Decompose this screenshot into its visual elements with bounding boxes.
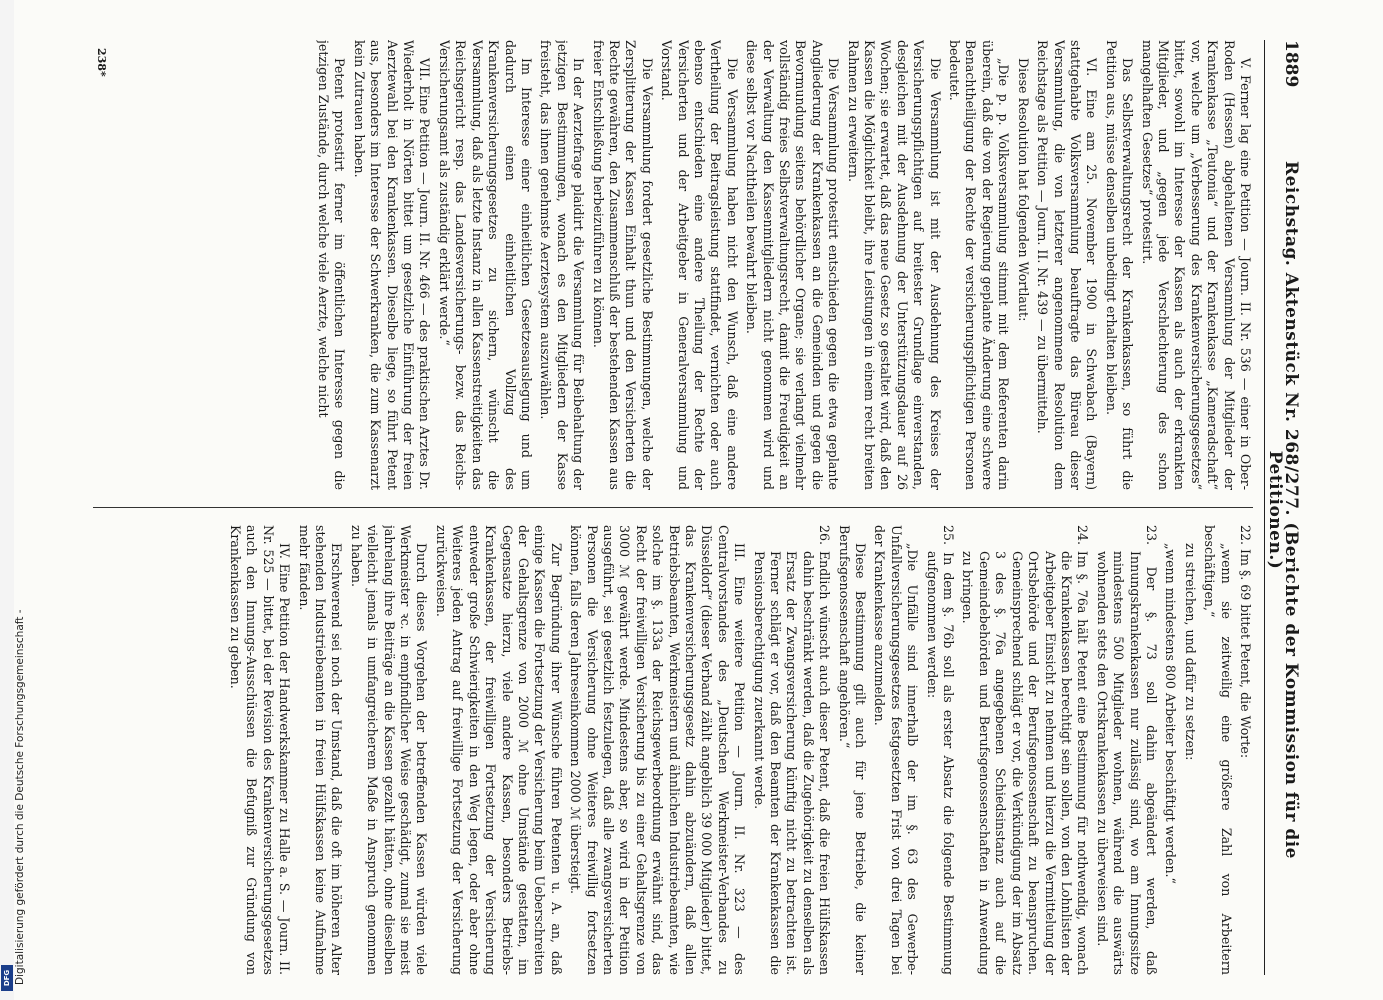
paragraph: Im Interesse einer einheitlichen Gesetzesauslegung und um dadurch einen einheitlichen Vollzug des Krankenversicherungsgesetzes zu sichern, wünscht die Versammlung, daß als letzte Instanz in allen Kassenstreitigkeiten das Reichsgericht resp. das Landesversicherungs- bezw. das Reichs-Versicherungsamt als zuständig erklärt werde.“ <box>436 40 534 490</box>
page-header <box>1265 40 1305 975</box>
left-column <box>93 40 1253 490</box>
page-number: 1889 <box>1281 40 1301 88</box>
paragraph: Diese Bestimmung gilt auch für jene Betriebe, die keiner Berufsgenossenschaft angehören.“ <box>836 525 869 975</box>
document-page <box>85 40 1305 975</box>
paragraph: Durch dieses Vorgehen der betreffenden Kassen würden viele Werkmeister ꝛc. in empfindlicher Weise geschädigt, zumal sie meist jahrelang ihre Beiträge an die Kassen gezahlt hätten, ohne dieselben vielleicht jemals in umfangreicherem Maße in Anspruch genommen zu haben. <box>348 525 430 975</box>
paragraph: Erschwerend sei noch der Umstand, daß die oft im höheren Alter stehenden Industriebeamten in freien Hülfskassen keine Aufnahme mehr fänden. <box>296 525 345 975</box>
right-column <box>93 525 1253 975</box>
paragraph: III. Eine weitere Petition — Journ. II. Nr. 323 — des Centralvorstandes des „Deutschen Werkmeister-Verbandes zu Düsseldorf“ (dieser Verband zählt angeblich 39 000 Mitglieder) bittet, das Krankenversicherungsgesetz dahin abzuändern, daß allen Betriebsbeamten, Werkmeistern und ähnlichen Industriebeamten, wie solche im §. 133a der Reichsgewerbeordnung erwähnt sind, das Recht der freiwilligen Versicherung bis zu einer Gehaltsgrenze von 3000 ℳ gewährt werde. Mindestens aber, so wird in der Petition ausgeführt, sei gesetzlich festzulegen, daß alle zwangsversicherten Personen die Versicherung ohne Weiteres freiwillig fortsetzen können, falls deren Jahreseinkommen 2000 ℳ übersteigt. <box>568 525 748 975</box>
paragraph: 24. Im §. 76a hält Petent eine Bestimmung für nothwendig, wonach die Krankenkassen berechtigt sein sollen, von den Lohnlisten der Arbeitgeber Einsicht zu nehmen und hierzu die Vermittelung der Ortsbehörde und der Berufsgenossenschaft zu beanspruchen. Gemeinsprechend schlägt er vor, die Verkündigung der im Absatz 3 des §. 76a angegebenen Schiedsinstanz auch auf die Gemeindebehörden und Berufsgenossenschaften in Anwendung zu bringen. <box>960 525 1091 975</box>
paragraph: zu streichen, und dafür zu setzen: <box>1182 543 1198 761</box>
digitization-credit-bar <box>0 0 26 1000</box>
paragraph: IV. Eine Petition der Handwerkskammer zu Halle a. S. — Journ. II. Nr. 525 — bittet, bei der Revision des Krankenversicherungsgesetzes auch den Innungs-Ausschüssen die Befugniß zur Gründung von Krankenkassen zu geben. <box>228 525 293 975</box>
paragraph: VII. Eine Petition — Journ. II. Nr. 466 — des praktischen Arztes Dr. Wiederholt in Nörten bittet um gesetzliche Einführung der freien Aerztewahl bei den Krankenkassen. Dieselbe liege, so führt Petent aus, besonders im Interesse der Schwerkranken, die zum Kassenarzt kein Zutrauen haben. <box>351 40 433 490</box>
paragraph: 23. Der §. 73 soll dahin abgeändert werden, daß Innungskrankenkassen nur zulässig sind, wo am Innungssitze mindestens 500 Mitglieder wohnen, während die auswärts wohnenden stets den Ortskrankenkassen zu überweisen sind. <box>1094 525 1159 975</box>
paragraph: Die Versammlung protestirt entschieden gegen die etwa geplante Angliederung der Krankenkassen an die Gemeinden und gegen die Bevormundung seitens behördlicher Organe; sie verlangt vielmehr vollständig freies Selbstverwaltungsrecht, damit die Freudigkeit an der Verwaltung den Kassenmitgliedern nicht genommen wird und diese selbst vor Nachtheilen bewahrt bleiben. <box>744 40 842 490</box>
paragraph: Die Versammlung ist mit der Ausdehnung des Kreises der Versicherungspflichtigen auf breitester Grundlage einverstanden, desgleichen mit der Ausdehnung der Unterstützungsdauer auf 26 Wochen; sie erwartet, daß das neue Gesetz so gestaltet wird, daß den Kassen die Möglichkeit bleibt, ihre Leistungen in einem recht breiten Rahmen zu erweitern. <box>845 40 943 490</box>
page-title: Reichstag. Aktenstück Nr. 268/277. (Berichte der Kommission für die Petitionen.) <box>1264 160 1301 859</box>
header-rule <box>1264 40 1265 975</box>
digitization-credit-text: Digitalisierung gefördert durch die Deutsche Forschungsgemeinschaft - <box>14 609 26 985</box>
paragraph: Die Versammlung fordert gesetzliche Bestimmungen, welche der Zersplitterung der Kassen Einhalt thun und den Versicherten die Rechte gewähren, den Zusammenschluß der bestehenden Kassen aus freier Entschließung herbeizuführen zu können. <box>590 40 655 490</box>
paragraph: In der Aerztefrage plaidirt die Versammlung für Beibehaltung der jetzigen Bestimmungen, wonach es den Mitgliedern der Kasse freisteht, das ihnen genehmste Aerztesystem auszuwählen. <box>538 40 587 490</box>
paragraph: Diese Resolution hat folgenden Wortlaut: <box>1015 58 1031 322</box>
paragraph: „Die Unfälle sind innerhalb der im §. 63 des Gewerbe-Unfallversicherungsgesetzes festgesetzten Frist von drei Tagen bei der Krankenkasse anzumelden. <box>872 525 921 975</box>
sheet-signature: 238* <box>95 48 108 77</box>
paragraph: Die Versammlung haben nicht den Wunsch, daß eine andere Vertheilung der Beitragsleistung stattfindet, vernichten oder auch ebenso entschieden eine andere Theilung der Rechte der Versicherten und der Arbeitgeber in Generalversammlung und Vorstand. <box>659 40 740 490</box>
paragraph: 22. Im §. 69 bittet Petent, die Worte: <box>1238 525 1253 759</box>
paragraph: „wenn mindestens 800 Arbeiter beschäftigt werden.“ <box>1163 543 1179 884</box>
paragraph: V. Ferner lag eine Petition — Journ. II. Nr. 536 — einer in Ober-Roden (Hessen) abgehaltenen Versammlung der Mitglieder der Krankenkasse „Teutonia“ und der Krankenkasse „Kameradschaft“ vor, welche um „Verbesserung des Krankenversicherungsgesetzes“ bittet, sowohl im Interesse der Kassen als auch der erkrankten Mitglieder, und „gegen jede Verschlechterung des schon mangelhaften Gesetzes“ protestirt. <box>1139 40 1253 490</box>
paragraph: 26. Endlich wünscht auch dieser Petent, daß die freien Hülfskassen dahin beschränkt werden, daß die Zugehörigkeit zu denselben als Ersatz der Zwangsversicherung künftig nicht zu betrachten ist. Ferner schlägt er vor, daß den Beamten der Krankenkassen die Pensionsberechtigung zuerkannt werde. <box>751 525 833 975</box>
column-divider <box>93 507 1253 508</box>
paragraph: „wenn sie zeitweilig eine größere Zahl von Arbeitern beschäftigen,“ <box>1202 525 1234 975</box>
paragraph: „Die p. p. Volksversammlung stimmt mit dem Referenten darin überein, daß die von der Regierung geplante Änderung eine schwere Benachtheiligung der Rechte der versicherungspflichtigen Personen bedeutet. <box>947 40 1012 490</box>
paragraph: Petent protestirt ferner im öffentlichen Interesse gegen die jetzigen Zustände, durch welche viele Aerzte, welche nicht <box>316 40 348 490</box>
dfg-logo-text: DFG <box>3 969 11 987</box>
dfg-logo-icon <box>1 965 13 991</box>
paragraph: Zur Begründung ihrer Wünsche führen Petenten u. A. an, daß einige Kassen die Fortsetzung der Versicherung beim Ueberschreiten der Gehaltsgrenze von 2000 ℳ ohne Umstände gestatten, im Gegensatze hierzu, viele andere Kassen, besonders Betriebs-Krankenkassen, der freiwilligen Fortsetzung der Versicherung entweder große Schwierigkeiten in den Weg legen, oder aber ohne Weiteres jeden Antrag auf freiwillige Fortsetzung der Versicherung zurückweisen. <box>433 525 564 975</box>
paragraph: Das Selbstverwaltungsrecht der Krankenkassen, so führt die Petition aus, müsse denselben unbedingt erhalten bleiben. <box>1103 40 1136 490</box>
paragraph: VI. Eine am 25. November 1900 in Schwabach (Bayern) stattgehabte Volksversammlung beauftragte das Büreau dieser Versammlung, die von letzterer angenommene Resolution dem Reichstage als Petition — Journ. II. Nr. 439 — zu übermitteln. <box>1035 40 1100 490</box>
paragraph: 25. In dem §. 76b soll als erster Absatz die folgende Bestimmung aufgenommen werden: <box>924 525 957 975</box>
